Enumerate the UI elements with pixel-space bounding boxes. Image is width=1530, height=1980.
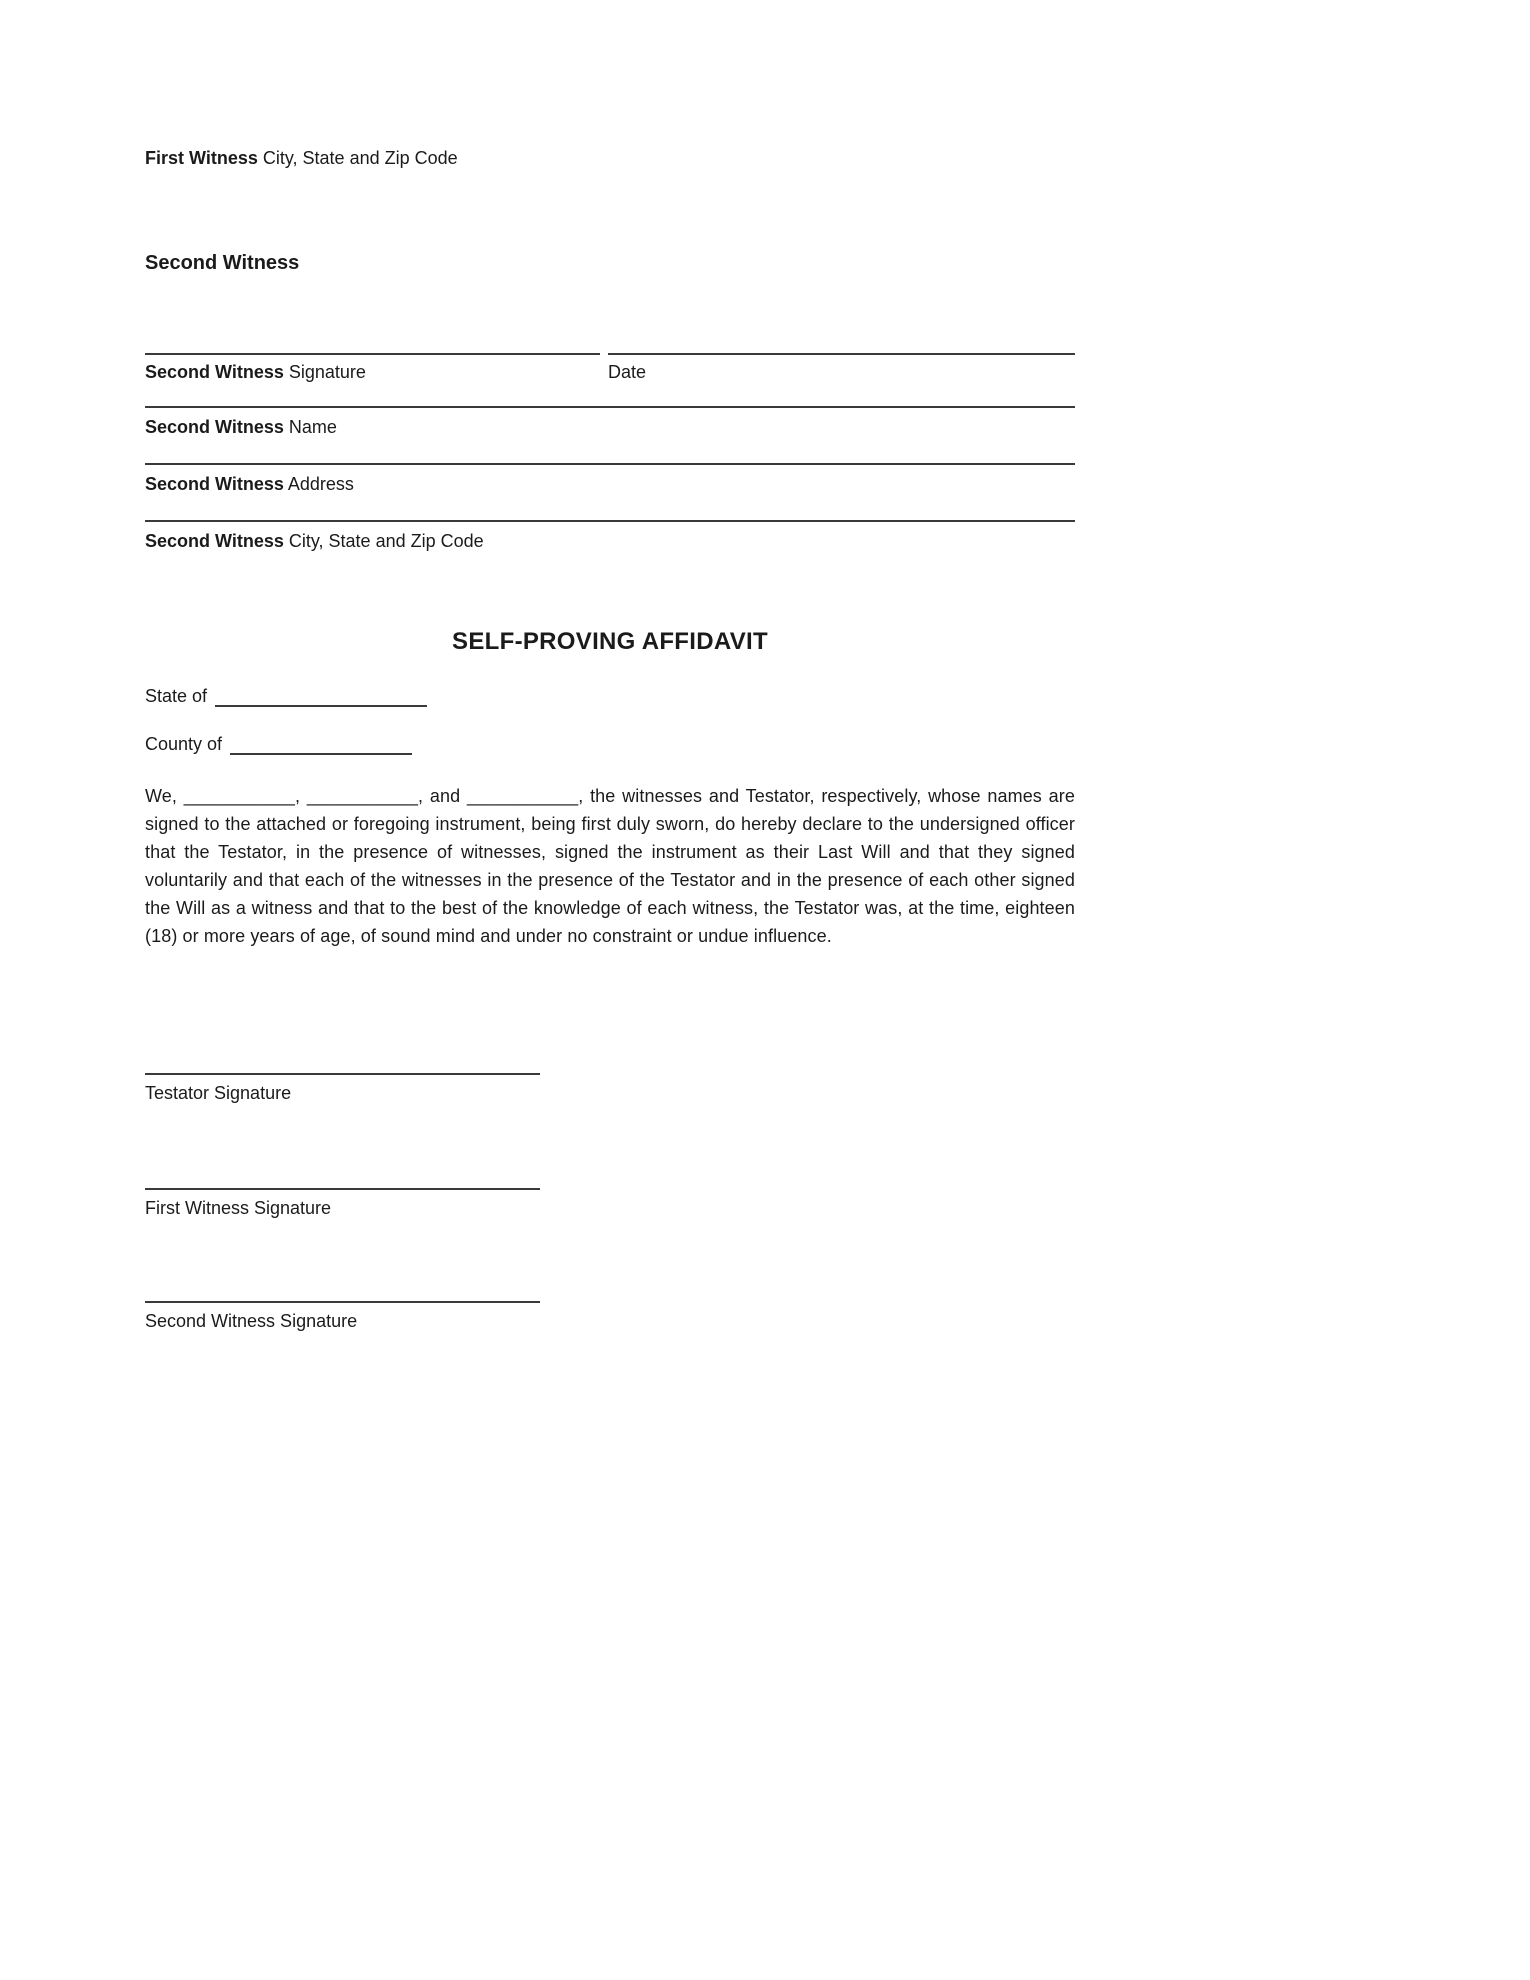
second-witness-name-label [145,408,1075,438]
second-witness-signature-label-rest: Signature [283,362,366,382]
first-witness-signature-label: First Witness Signature [145,1198,332,1218]
second-witness-signature-label-row [145,353,1075,383]
county-of-row [145,734,1075,755]
second-witness-name-row [145,406,1075,438]
first-witness-city-label-rest: City, State and Zip Code [257,148,458,168]
second-witness-address-row [145,463,1075,495]
second-witness-signature-label-bold: Second Witness [145,362,284,382]
second-witness-signature-row [145,353,1075,393]
second-witness-name-label-bold: Second Witness [145,417,284,437]
second-witness-name-label-rest: Name [283,417,337,437]
second-witness-city-label [145,522,1075,552]
county-of-label: County of [145,734,223,754]
second-witness-address-label-bold: Second Witness [145,474,284,494]
first-witness-city-label [145,148,1075,169]
first-witness-signature-block [145,1188,1075,1219]
affidavit-title: SELF-PROVING AFFIDAVIT [452,628,768,655]
second-witness-city-row [145,520,1075,552]
state-of-label: State of [145,686,208,706]
state-of-blank-line [215,687,427,707]
testator-signature-label: Testator Signature [145,1083,292,1103]
second-witness-signature-label: Second Witness Signature [145,1311,358,1331]
date-label: Date [608,362,647,382]
county-of-blank-line [230,735,412,755]
second-witness-address-label [145,465,1075,495]
second-witness-city-label-bold: Second Witness [145,531,284,551]
second-witness-signature-block [145,1301,1075,1332]
state-of-row [145,686,1075,707]
first-witness-city-label-bold: First Witness [145,148,258,168]
testator-signature-block [145,1073,1075,1104]
second-witness-heading: Second Witness [145,252,300,274]
second-witness-address-label-rest: Address [283,474,354,494]
second-witness-city-label-rest: City, State and Zip Code [283,531,484,551]
affidavit-body-paragraph: We, ___________, ___________, and ___________, the witnesses and Testator, respectively, whose names are signed to the attached or foregoing instrument, being first duly sworn, do hereby declare to the undersigned officer that the Testator, in the presence of witnesses, signed the instrument as their Last Will and that they signed voluntarily and that each of the witnesses in the presence of the Testator and in the presence of each other signed the Will as a witness and that to the best of the knowledge of each witness, the Testator was, at the time, eighteen (18) or more years of age, of sound mind and under no constraint or undue influence. [145,786,1075,946]
